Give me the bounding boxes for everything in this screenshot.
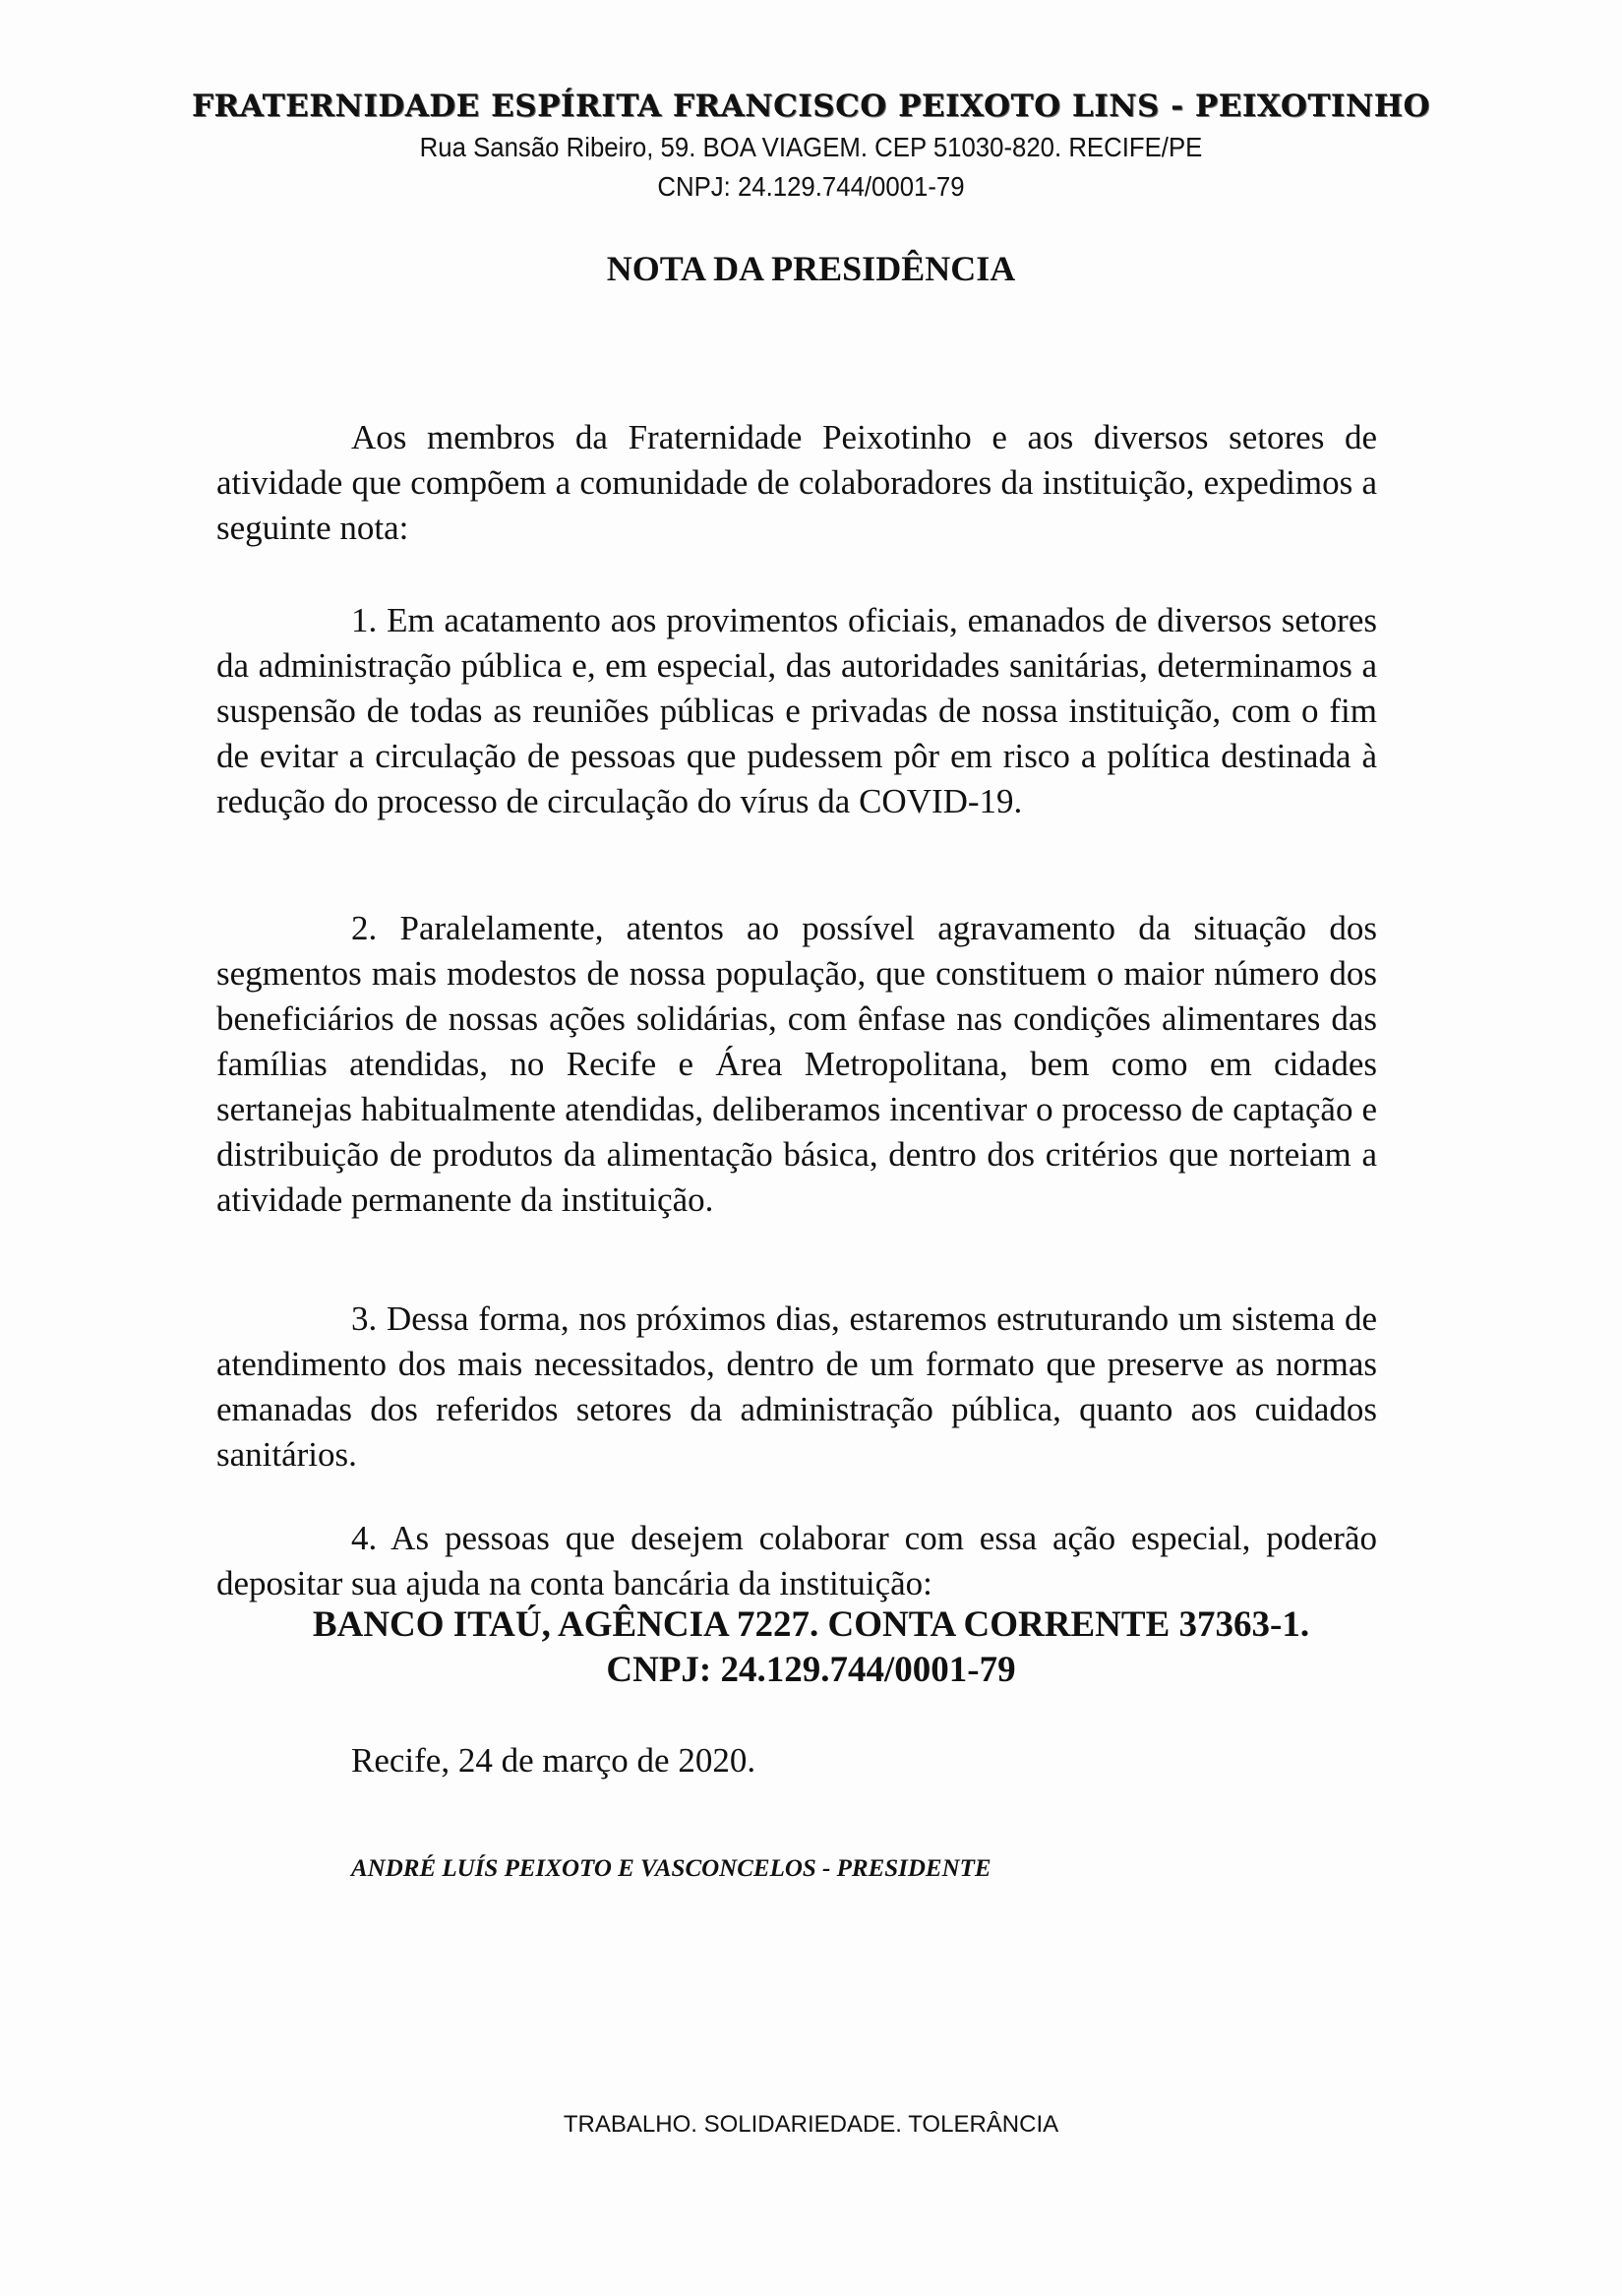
intro-paragraph bbox=[216, 415, 1377, 551]
item-4-paragraph bbox=[216, 1516, 1377, 1606]
item-2-paragraph bbox=[216, 906, 1377, 1223]
item-4-text: 4. As pessoas que desejem colaborar com essa ação especial, poderão depositar sua ajuda na conta bancária da instituição: bbox=[216, 1519, 1377, 1602]
item-2-text: 2. Paralelamente, atentos ao possível agravamento da situação dos segmentos mais modestos de nossa população, que constituem o maior número dos beneficiários de nossas ações solidárias, com ênfase nas condições alimentares das famílias atendidas, no Recife e Área Metropolitana, bem como em cidades sertanejas habitualmente atendidas, deliberamos incentivar o processo de captação e distribuição de produtos da alimentação básica, dentro dos critérios que norteiam a atividade permanente da instituição. bbox=[216, 909, 1377, 1219]
bank-account-line: BANCO ITAÚ, AGÊNCIA 7227. CONTA CORRENTE 37363-1. bbox=[312, 1604, 1310, 1645]
organization-address: Rua Sansão Ribeiro, 59. BOA VIAGEM. CEP 51030-820. RECIFE/PE bbox=[419, 132, 1203, 162]
organization-name: FRATERNIDADE ESPÍRITA FRANCISCO PEIXOTO LINS - PEIXOTINHO bbox=[191, 89, 1431, 124]
item-1-paragraph bbox=[216, 598, 1377, 824]
document-title: NOTA DA PRESIDÊNCIA bbox=[606, 249, 1016, 288]
signature-line: ANDRÉ LUÍS PEIXOTO E VASCONCELOS - PRESIDENTE bbox=[351, 1855, 991, 1882]
footer-motto: TRABALHO. SOLIDARIEDADE. TOLERÂNCIA bbox=[563, 2111, 1059, 2138]
date-line: Recife, 24 de março de 2020. bbox=[351, 1741, 756, 1780]
intro-text: Aos membros da Fraternidade Peixotinho e aos diversos setores de atividade que compõem a comunidade de colaboradores da instituição, expedimos a seguinte nota: bbox=[216, 418, 1377, 547]
bank-cnpj-line: CNPJ: 24.129.744/0001-79 bbox=[606, 1650, 1016, 1690]
item-3-paragraph bbox=[216, 1297, 1377, 1478]
organization-cnpj: CNPJ: 24.129.744/0001-79 bbox=[657, 171, 965, 202]
item-3-text: 3. Dessa forma, nos próximos dias, estaremos estruturando um sistema de atendimento dos mais necessitados, dentro de um formato que preserve as normas emanadas dos referidos setores da administração pública, quanto aos cuidados sanitários. bbox=[216, 1299, 1377, 1474]
item-1-text: 1. Em acatamento aos provimentos oficiais, emanados de diversos setores da administração pública e, em especial, das autoridades sanitárias, determinamos a suspensão de todas as reuniões públicas e privadas de nossa instituição, com o fim de evitar a circulação de pessoas que pudessem pôr em risco a política destinada à redução do processo de circulação do vírus da COVID-19. bbox=[216, 601, 1377, 820]
